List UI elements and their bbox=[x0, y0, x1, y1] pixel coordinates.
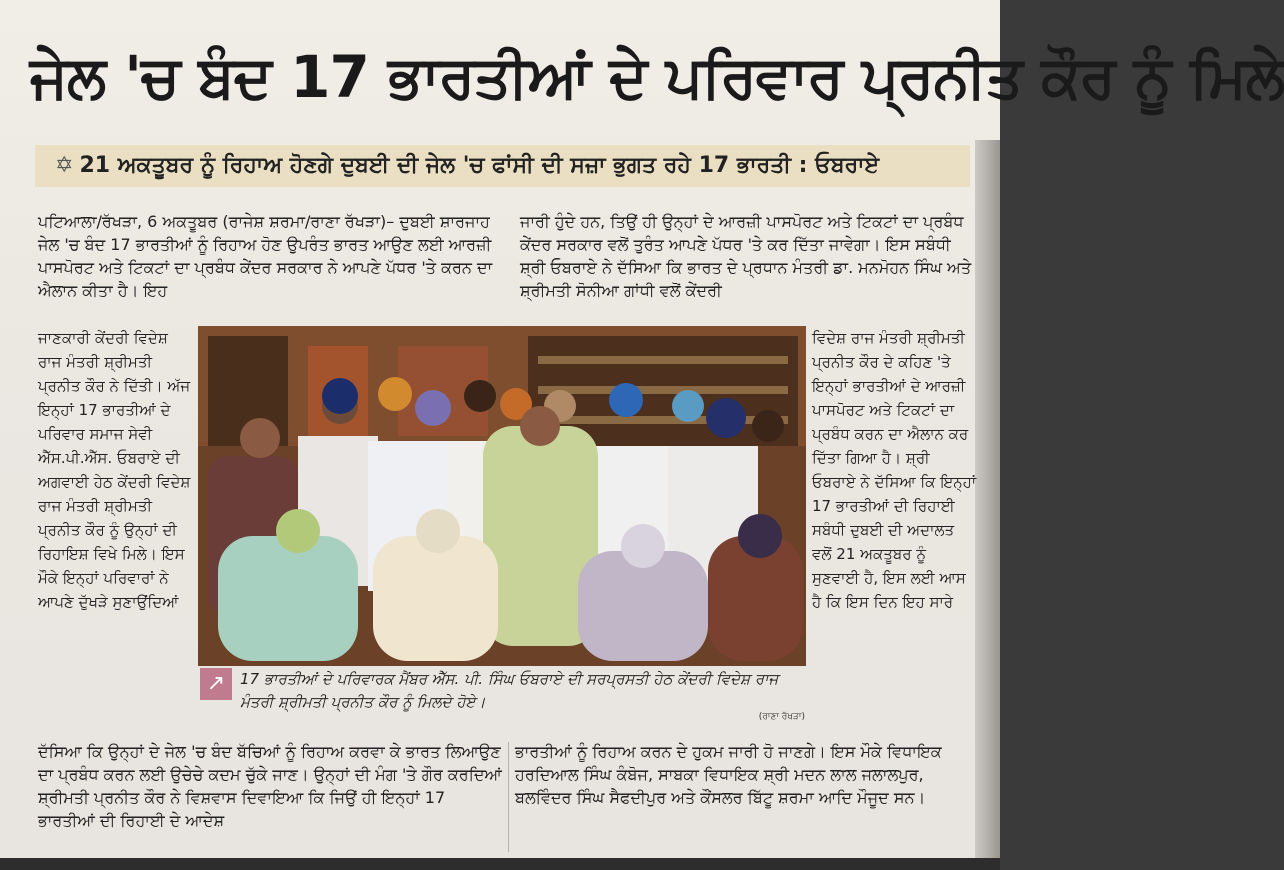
article-text: ਵਿਦੇਸ਼ ਰਾਜ ਮੰਤਰੀ ਸ਼੍ਰੀਮਤੀ ਪ੍ਰਨੀਤ ਕੌਰ ਦੇ ਕਹਿਣ 'ਤੇ ਇਨ੍ਹਾਂ ਭਾਰਤੀਆਂ ਦੇ ਆਰਜ਼ੀ ਪਾਸਪੋਰਟ ਅਤੇ ਟਿਕਟਾਂ ਦਾ ਪ੍ਰਬੰਧ ਕਰਨ ਦਾ ਐਲਾਨ ਕਰ ਦਿੱਤਾ ਗਿਆ ਹੈ। ਸ਼੍ਰੀ ਓਬਰਾਏ ਨੇ ਦੱਸਿਆ ਕਿ ਇਨ੍ਹਾਂ 17 ਭਾਰਤੀਆਂ ਦੀ ਰਿਹਾਈ ਸਬੰਧੀ ਦੁਬਈ ਦੀ ਅਦਾਲਤ ਵਲੋਂ 21 ਅਕਤੂਬਰ ਨੂੰ ਸੁਣਵਾਈ ਹੈ, ਇਸ ਲਈ ਆਸ ਹੈ ਕਿ ਇਸ ਦਿਨ ਇਹ ਸਾਰੇ bbox=[812, 329, 977, 611]
article-bottom-left bbox=[38, 740, 503, 855]
article-text: ਦੱਸਿਆ ਕਿ ਉਨ੍ਹਾਂ ਦੇ ਜੇਲ 'ਚ ਬੰਦ ਬੱਚਿਆਂ ਨੂੰ ਰਿਹਾਅ ਕਰਵਾ ਕੇ ਭਾਰਤ ਲਿਆਉਣ ਦਾ ਪ੍ਰਬੰਧ ਕਰਨ ਲਈ ਉਚੇਚੇ ਕਦਮ ਚੁੱਕੇ ਜਾਣ। ਉਨ੍ਹਾਂ ਦੀ ਮੰਗ 'ਤੇ ਗੌਰ ਕਰਦਿਆਂ ਸ਼੍ਰੀਮਤੀ ਪ੍ਰਨੀਤ ਕੌਰ ਨੇ ਵਿਸ਼ਵਾਸ ਦਿਵਾਇਆ ਕਿ ਜਿਉਂ ਹੀ ਇਨ੍ਹਾਂ 17 ਭਾਰਤੀਆਂ ਦੀ ਰਿਹਾਈ ਦੇ ਆਦੇਸ਼ bbox=[38, 742, 502, 830]
news-photo bbox=[198, 326, 806, 666]
photo-caption: 17 ਭਾਰਤੀਆਂ ਦੇ ਪਰਿਵਾਰਕ ਮੈਂਬਰ ਐੱਸ. ਪੀ. ਸਿੰਘ ਓਬਰਾਏ ਦੀ ਸਰਪ੍ਰਸਤੀ ਹੇਠ ਕੇਂਦਰੀ ਵਿਦੇਸ਼ ਰਾਜ ਮੰਤਰੀ ਸ਼੍ਰੀਮਤੀ ਪ੍ਰਨੀਤ ਕੌਰ ਨੂੰ ਮਿਲਦੇ ਹੋਏ। bbox=[240, 670, 779, 711]
star-of-david-icon: ✡ bbox=[55, 153, 74, 178]
article-column-left bbox=[38, 326, 193, 738]
headline: ਜੇਲ 'ਚ ਬੰਦ 17 ਭਾਰਤੀਆਂ ਦੇ ਪਰਿਵਾਰ ਪ੍ਰਨੀਤ ਕੌਰ ਨੂੰ ਮਿਲੇ bbox=[30, 43, 1284, 111]
subhead-band bbox=[35, 145, 970, 187]
article-text: ਪਟਿਆਲਾ/ਰੱਖੜਾ, 6 ਅਕਤੂਬਰ (ਰਾਜੇਸ਼ ਸ਼ਰਮਾ/ਰਾਣਾ ਰੱਖੜਾ)– ਦੁਬਈ ਸ਼ਾਰਜਾਹ ਜੇਲ 'ਚ ਬੰਦ 17 ਭਾਰਤੀਆਂ ਨੂੰ ਰਿਹਾਅ ਹੋਣ ਉਪਰੰਤ ਭਾਰਤ ਆਉਣ ਲਈ ਆਰਜ਼ੀ ਪਾਸਪੋਰਟ ਅਤੇ ਟਿਕਟਾਂ ਦਾ ਪ੍ਰਬੰਧ ਕੇਂਦਰ ਸਰਕਾਰ ਨੇ ਆਪਣੇ ਪੱਧਰ 'ਤੇ ਕਰਨ ਦਾ ਐਲਾਨ ਕੀਤਾ ਹੈ। ਇਹ bbox=[38, 212, 493, 300]
column-rule bbox=[508, 742, 509, 852]
subhead-text: 21 ਅਕਤੂਬਰ ਨੂੰ ਰਿਹਾਅ ਹੋਣਗੇ ਦੁਬਈ ਦੀ ਜੇਲ 'ਚ ਫਾਂਸੀ ਦੀ ਸਜ਼ਾ ਭੁਗਤ ਰਹੇ 17 ਭਾਰਤੀ : ਓਬਰਾਏ bbox=[79, 153, 880, 178]
article-text: ਜਾਰੀ ਹੁੰਦੇ ਹਨ, ਤਿਉਂ ਹੀ ਉਨ੍ਹਾਂ ਦੇ ਆਰਜ਼ੀ ਪਾਸਪੋਰਟ ਅਤੇ ਟਿਕਟਾਂ ਦਾ ਪ੍ਰਬੰਧ ਕੇਂਦਰ ਸਰਕਾਰ ਵਲੋਂ ਤੁਰੰਤ ਆਪਣੇ ਪੱਧਰ 'ਤੇ ਕਰ ਦਿੱਤਾ ਜਾਵੇਗਾ। ਇਸ ਸਬੰਧੀ ਸ਼੍ਰੀ ਓਬਰਾਏ ਨੇ ਦੱਸਿਆ ਕਿ ਭਾਰਤ ਦੇ ਪ੍ਰਧਾਨ ਮੰਤਰੀ ਡਾ. ਮਨਮੋਹਨ ਸਿੰਘ ਅਤੇ ਸ਼੍ਰੀਮਤੀ ਸੋਨੀਆ ਗਾਂਧੀ ਵਲੋਂ ਕੇਂਦਰੀ bbox=[520, 212, 972, 300]
article-intro-right bbox=[520, 210, 980, 326]
scan-bottom-border bbox=[0, 858, 1000, 870]
photo-credit: (ਰਾਣਾ ਰੱਖੜਾ) bbox=[758, 712, 805, 722]
subhead bbox=[35, 145, 970, 187]
article-text: ਜਾਣਕਾਰੀ ਕੇਂਦਰੀ ਵਿਦੇਸ਼ ਰਾਜ ਮੰਤਰੀ ਸ਼੍ਰੀਮਤੀ ਪ੍ਰਨੀਤ ਕੌਰ ਨੇ ਦਿੱਤੀ। ਅੱਜ ਇਨ੍ਹਾਂ 17 ਭਾਰਤੀਆਂ ਦੇ ਪਰਿਵਾਰ ਸਮਾਜ ਸੇਵੀ ਐੱਸ.ਪੀ.ਐੱਸ. ਓਬਰਾਏ ਦੀ ਅਗਵਾਈ ਹੇਠ ਕੇਂਦਰੀ ਵਿਦੇਸ਼ ਰਾਜ ਮੰਤਰੀ ਸ਼੍ਰੀਮਤੀ ਪ੍ਰਨੀਤ ਕੌਰ ਨੂੰ ਉਨ੍ਹਾਂ ਦੀ ਰਿਹਾਇਸ਼ ਵਿਖੇ ਮਿਲੇ। ਇਸ ਮੌਕੇ ਇਨ੍ਹਾਂ ਪਰਿਵਾਰਾਂ ਨੇ ਆਪਣੇ ਦੁੱਖੜੇ ਸੁਣਾਉਂਦਿਆਂ bbox=[38, 329, 191, 611]
group-photo-illustration bbox=[198, 326, 806, 666]
article-text: ਭਾਰਤੀਆਂ ਨੂੰ ਰਿਹਾਅ ਕਰਨ ਦੇ ਹੁਕਮ ਜਾਰੀ ਹੋ ਜਾਣਗੇ। ਇਸ ਮੌਕੇ ਵਿਧਾਇਕ ਹਰਦਿਆਲ ਸਿੰਘ ਕੰਬੋਜ, ਸਾਬਕਾ ਵਿਧਾਇਕ ਸ਼੍ਰੀ ਮਦਨ ਲਾਲ ਜਲਾਲਪੁਰ, ਬਲਵਿੰਦਰ ਸਿੰਘ ਸੈਫਦੀਪੁਰ ਅਤੇ ਕੌਂਸਲਰ ਬਿੱਟੂ ਸ਼ਰਮਾ ਆਦਿ ਮੌਜੂਦ ਸਨ। bbox=[515, 742, 942, 807]
article-bottom-right bbox=[515, 740, 975, 855]
caption-arrow-icon: ↗ bbox=[200, 668, 232, 700]
article-intro-left bbox=[38, 210, 508, 326]
article-column-right bbox=[812, 326, 977, 738]
